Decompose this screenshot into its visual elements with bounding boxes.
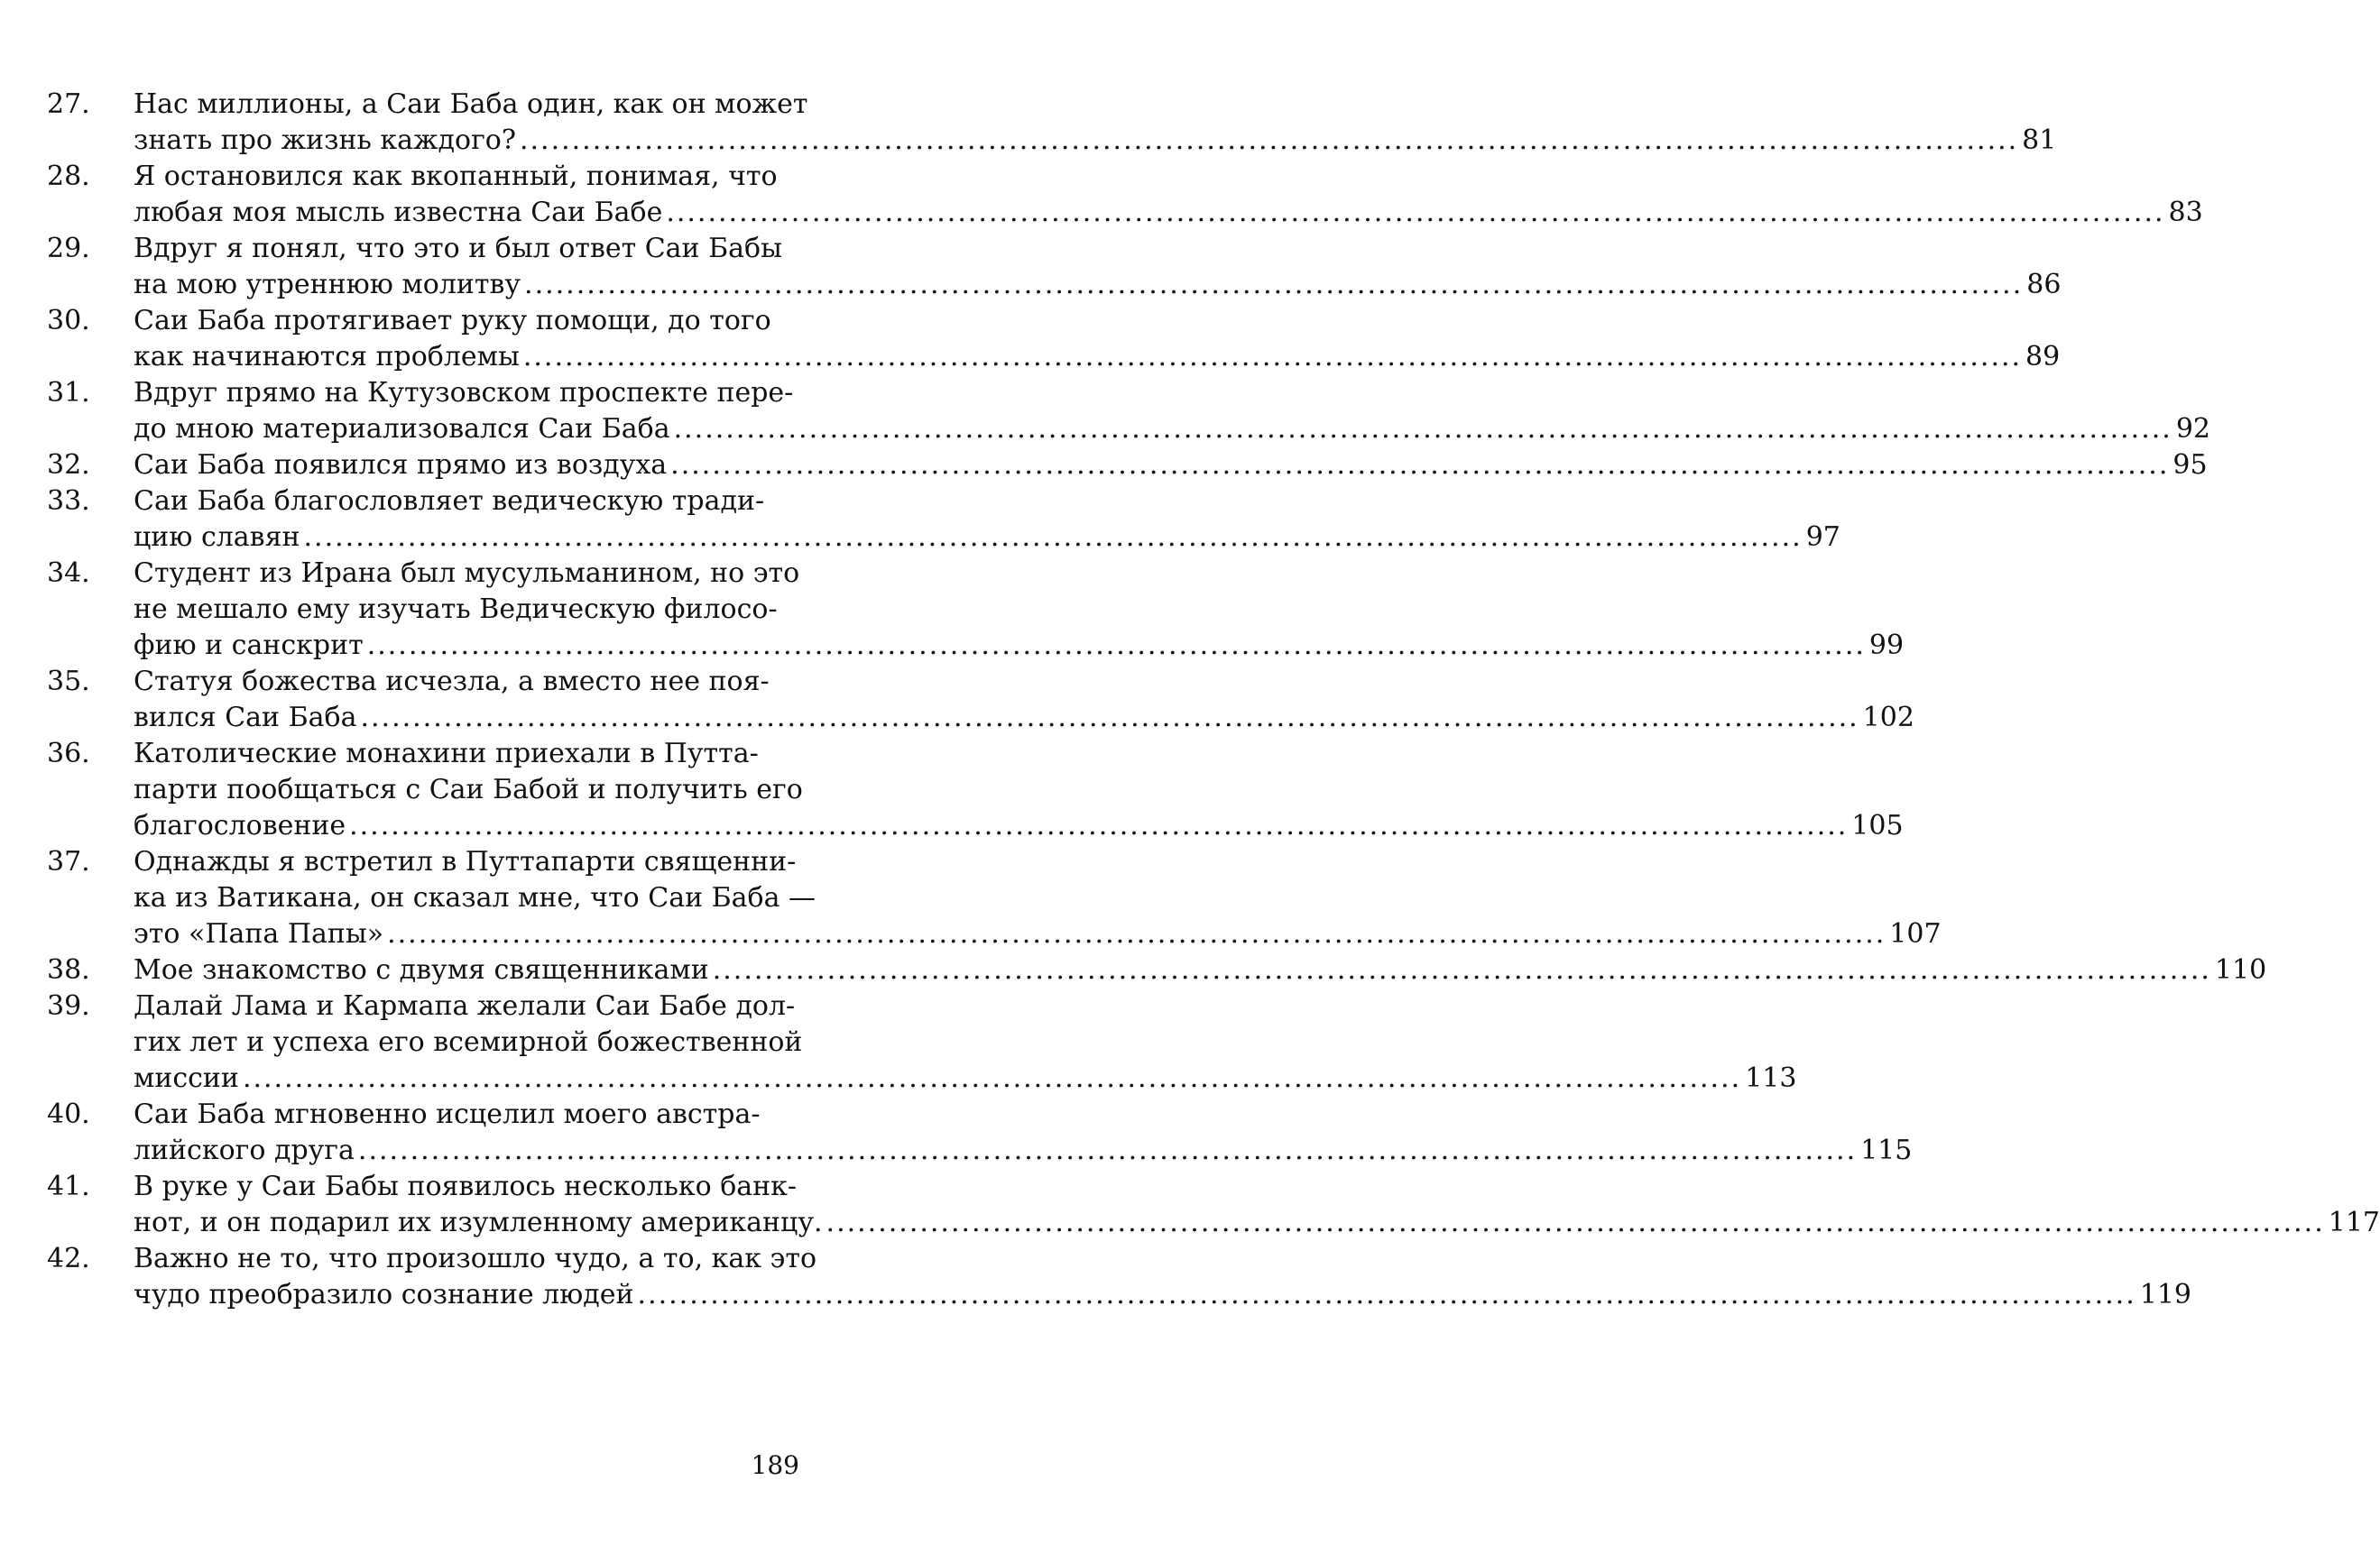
toc-entry	[47, 447, 2208, 483]
dot-leader	[674, 411, 2172, 447]
toc-entry-number: 35.	[47, 666, 90, 697]
toc-entry-number: 33.	[47, 485, 90, 517]
toc-entry-number: 34.	[47, 557, 90, 589]
toc-entry-title-line: знать про жизнь каждого?	[134, 124, 516, 156]
toc-entry-title-line: как начинаются проблемы	[134, 341, 520, 372]
toc-entry	[47, 483, 1840, 556]
toc-entry-title-line: вился Саи Баба	[134, 702, 357, 733]
dot-leader	[304, 520, 1803, 556]
toc-entry	[47, 1097, 1913, 1169]
toc-entry-title-line: чудо преобразило сознание людей	[134, 1279, 634, 1310]
toc-entry-title-line: цию славян	[134, 521, 300, 553]
toc-entry-title-line: Студент из Ирана был мусульманином, но это	[134, 557, 800, 589]
toc-entry-title-line: Далай Лама и Кармапа желали Саи Бабе дол-	[134, 990, 796, 1022]
toc-entry-page: 119	[2139, 1279, 2191, 1310]
toc-entry-page: 81	[2022, 124, 2057, 156]
dot-leader	[524, 267, 2023, 303]
toc-entry-title-line: на мою утреннюю молитву	[134, 269, 521, 300]
dot-leader	[826, 1205, 2325, 1241]
toc-entry-number: 30.	[47, 305, 90, 336]
toc-entry-number: 37.	[47, 846, 90, 878]
toc-entry-title-line: парти пообщаться с Саи Бабой и получить его	[134, 774, 803, 805]
toc-entry-title-line: Саи Баба появился прямо из воздуха	[134, 449, 668, 481]
toc-entry	[47, 664, 1914, 736]
dot-leader	[666, 195, 2164, 231]
toc-entry	[47, 736, 1904, 844]
toc-entry	[47, 988, 1797, 1097]
toc-entry-number: 41.	[47, 1171, 90, 1202]
toc-entry-title-line: Вдруг я понял, что это и был ответ Саи Бабы	[134, 233, 782, 264]
toc-entry	[47, 87, 2057, 159]
toc-entry-title	[134, 1241, 2191, 1313]
toc-entry-title	[134, 736, 1904, 844]
dot-leader	[360, 700, 1859, 736]
toc-entry	[47, 556, 1905, 664]
toc-entry-page: 113	[1745, 1062, 1797, 1094]
toc-entry-title	[134, 844, 1942, 952]
dot-leader	[523, 339, 2022, 375]
toc-entry	[47, 844, 1942, 952]
dot-leader	[358, 1133, 1857, 1169]
toc-entry-number: 31.	[47, 377, 90, 409]
toc-entry-page: 117	[2328, 1207, 2380, 1238]
toc-entry-title	[134, 664, 1914, 736]
dot-leader	[713, 952, 2211, 988]
dot-leader	[349, 808, 1848, 844]
toc-entry-title	[134, 447, 2208, 483]
toc-entry	[47, 375, 2210, 447]
toc-entry-page: 99	[1868, 630, 1905, 661]
dot-leader	[243, 1061, 1741, 1097]
toc-entry-title-line: гих лет и успеха его всемирной божественной	[134, 1026, 803, 1058]
toc-entry-title-line: Важно не то, что произошло чудо, а то, как это	[134, 1243, 817, 1274]
toc-entry	[47, 303, 2061, 375]
dot-leader	[670, 447, 2169, 483]
toc-entry-title	[134, 952, 2266, 988]
toc-entry-title-line: фию и санскрит	[134, 630, 364, 661]
toc-entry-title-line: не мешало ему изучать Ведическую филосо-	[134, 593, 778, 625]
toc-entry-title	[134, 159, 2203, 231]
toc-entry-title	[134, 988, 1796, 1097]
toc-entry-title-line: Однажды я встретил в Путтапарти священни-	[134, 846, 797, 878]
toc-entry-title	[134, 375, 2210, 447]
toc-entry-title-line: лийского друга	[134, 1135, 355, 1166]
toc-entry-number: 38.	[47, 954, 90, 986]
toc-entry-page: 89	[2025, 341, 2061, 372]
toc-entry	[47, 231, 2062, 303]
toc-entry-title-line: Мое знакомство с двумя священниками	[134, 954, 709, 986]
toc-entry-number: 42.	[47, 1243, 90, 1274]
toc-entry-number: 27.	[47, 88, 90, 120]
toc-entry-title	[134, 87, 2056, 159]
toc-entry-title	[134, 483, 1840, 556]
toc-entry-page: 107	[1889, 918, 1942, 950]
toc-entry-title-line: миссии	[134, 1062, 239, 1094]
toc-entry-title	[134, 231, 2061, 303]
dot-leader	[638, 1277, 2136, 1313]
toc-entry	[47, 1169, 2380, 1241]
toc-entry-title-line: Вдруг прямо на Кутузовском проспекте пере-	[134, 377, 794, 409]
toc-entry-title-line: Я остановился как вкопанный, понимая, что	[134, 161, 778, 192]
dot-leader	[520, 123, 2018, 159]
toc-entry-title-line: Статуя божества исчезла, а вместо нее поя-	[134, 666, 770, 697]
toc-entry-page: 83	[2168, 197, 2203, 228]
page-number: 189	[751, 1450, 799, 1480]
toc-entry-title-line: Саи Баба протягивает руку помощи, до того	[134, 305, 771, 336]
toc-entry-title-line: Саи Баба благословляет ведическую тради-	[134, 485, 765, 517]
toc-entry-title	[134, 556, 1904, 664]
toc-entry-page: 115	[1860, 1135, 1913, 1166]
toc-entry-number: 40.	[47, 1099, 90, 1130]
toc-entry	[47, 1241, 2191, 1313]
toc-entry-title-line: до мною материализовался Саи Баба	[134, 413, 670, 445]
toc-entry-title	[134, 1169, 2380, 1241]
toc-entry-page: 110	[2214, 954, 2267, 986]
toc-entry-title	[134, 1097, 1912, 1169]
toc-entry	[47, 159, 2203, 231]
toc-entry-page: 95	[2172, 449, 2208, 481]
toc-entry-number: 29.	[47, 233, 90, 264]
toc-entry-title-line: ка из Ватикана, он сказал мне, что Саи Баба —	[134, 882, 816, 914]
toc-entry-number: 36.	[47, 738, 90, 769]
toc-entry-title-line: это «Папа Папы»	[134, 918, 384, 950]
toc-entry-page: 105	[1851, 810, 1904, 841]
toc-entry-page: 102	[1862, 702, 1914, 733]
toc-entry-page: 97	[1805, 521, 1840, 553]
toc-entry-title-line: нот, и он подарил их изумленному американцу.	[134, 1207, 823, 1238]
dot-leader	[387, 916, 1886, 952]
toc-entry	[47, 952, 2267, 988]
toc-entry-title-line: любая моя мысль известна Саи Бабе	[134, 197, 663, 228]
toc-entry-page: 92	[2175, 413, 2210, 445]
toc-entry-title-line: В руке у Саи Бабы появилось несколько банк-	[134, 1171, 798, 1202]
toc-entry-number: 39.	[47, 990, 90, 1022]
toc-entry-number: 28.	[47, 161, 90, 192]
dot-leader	[367, 628, 1866, 664]
toc-entry-title-line: Нас миллионы, а Саи Баба один, как он может	[134, 88, 808, 120]
toc-entry-title-line: Саи Баба мгновенно исцелил моего австра-	[134, 1099, 761, 1130]
toc-entry-title-line: благословение	[134, 810, 346, 841]
table-of-contents	[47, 87, 2380, 1313]
toc-entry-page: 86	[2026, 269, 2062, 300]
toc-entry-title	[134, 303, 2060, 375]
toc-entry-number: 32.	[47, 449, 90, 481]
toc-entry-title-line: Католические монахини приехали в Путта-	[134, 738, 759, 769]
